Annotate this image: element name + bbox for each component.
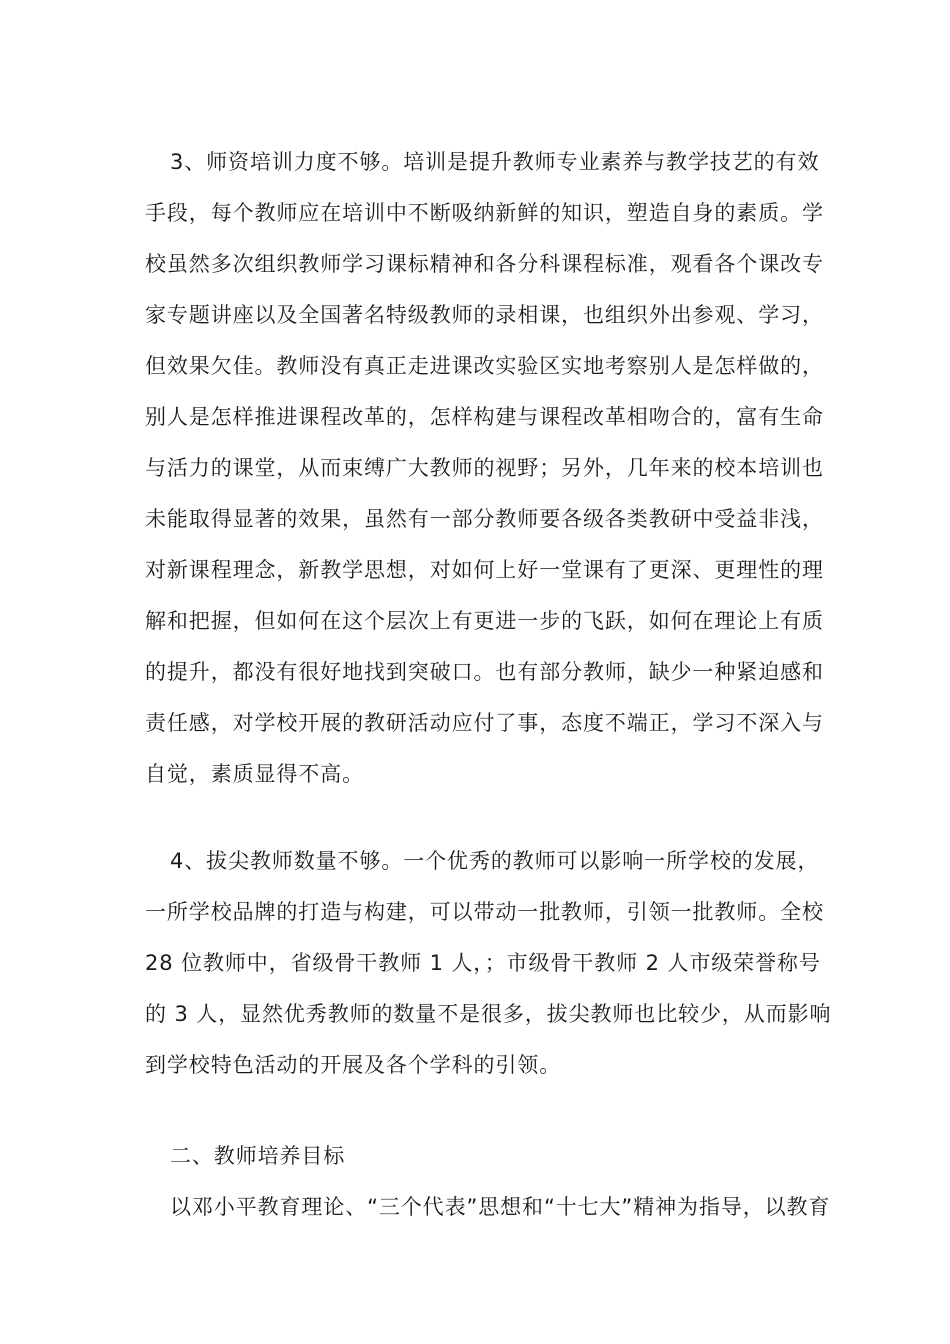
text-line: 4、拔尖教师数量不够。一个优秀的教师可以影响一所学校的发展， xyxy=(170,849,820,873)
text-line: 手段，每个教师应在培训中不断吸纳新鲜的知识，塑造自身的素质。学 xyxy=(145,201,824,225)
text-line: 28 位教师中，省级骨干教师 1 人，；市级骨干教师 2 人市级荣誉称号 xyxy=(145,951,821,975)
text-line: 自觉，素质显得不高。 xyxy=(145,762,364,786)
text-line: 以邓小平教育理论、“三个代表”思想和“十七大”精神为指导，以教育 xyxy=(170,1195,831,1219)
text-line: 一所学校品牌的打造与构建，可以带动一批教师，引领一批教师。全校 xyxy=(145,900,824,924)
text-line: 3、师资培训力度不够。培训是提升教师专业素养与教学技艺的有效 xyxy=(170,150,820,174)
text-line: 别人是怎样推进课程改革的，怎样构建与课程改革相吻合的，富有生命 xyxy=(145,405,824,429)
text-line: 校虽然多次组织教师学习课标精神和各分科课程标准，观看各个课改专 xyxy=(145,252,824,276)
text-line: 家专题讲座以及全国著名特级教师的录相课，也组织外出参观、学习， xyxy=(145,303,824,327)
text-line: 但效果欠佳。教师没有真正走进课改实验区实地考察别人是怎样做的， xyxy=(145,354,824,378)
text-line: 与活力的课堂，从而束缚广大教师的视野；另外，几年来的校本培训也 xyxy=(145,456,824,480)
text-line: 对新课程理念，新教学思想，对如何上好一堂课有了更深、更理性的理 xyxy=(145,558,824,582)
text-line: 的提升，都没有很好地找到突破口。也有部分教师，缺少一种紧迫感和 xyxy=(145,660,824,684)
text-line: 到学校特色活动的开展及各个学科的引领。 xyxy=(145,1053,562,1077)
text-line: 解和把握，但如何在这个层次上有更进一步的飞跃，如何在理论上有质 xyxy=(145,609,824,633)
text-line: 未能取得显著的效果，虽然有一部分教师要各级各类教研中受益非浅， xyxy=(145,507,824,531)
text-line: 责任感，对学校开展的教研活动应付了事，态度不端正，学习不深入与 xyxy=(145,711,824,735)
text-line: 的 3 人，显然优秀教师的数量不是很多，拔尖教师也比较少，从而影响 xyxy=(145,1002,832,1026)
section-heading: 二、教师培养目标 xyxy=(170,1144,346,1168)
